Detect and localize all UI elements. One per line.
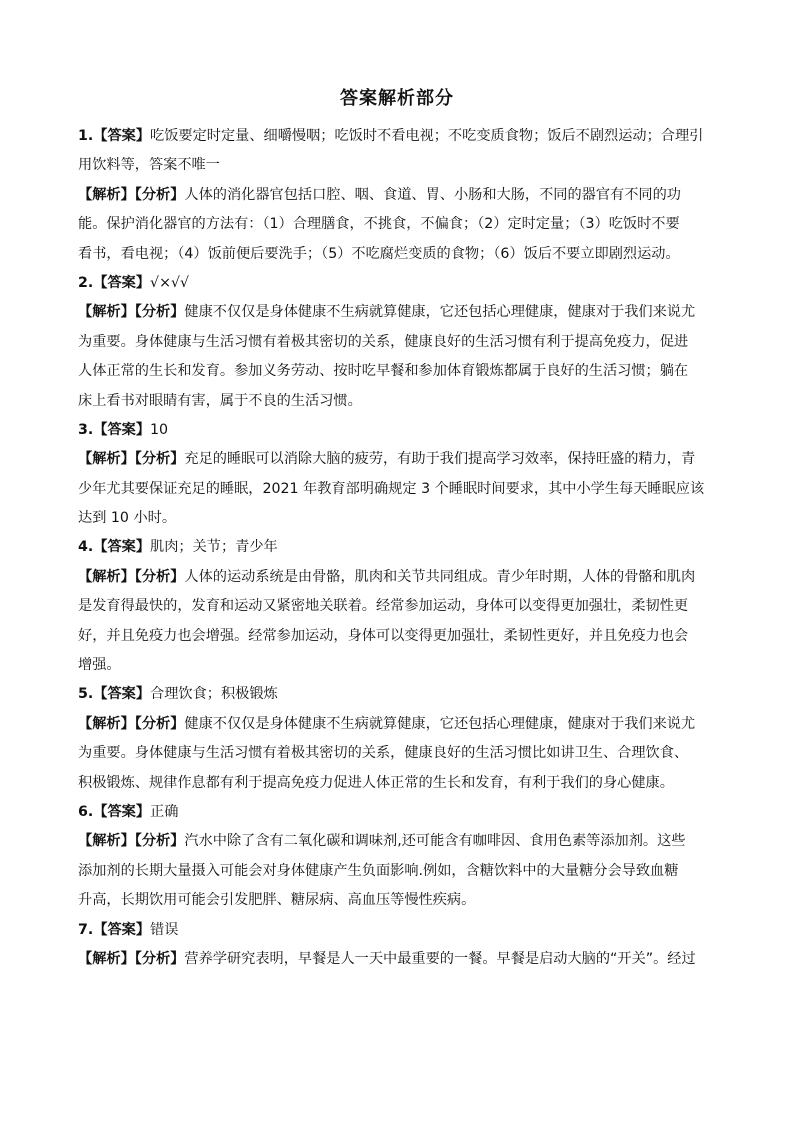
answer-text: 肌肉；关节；青少年 xyxy=(150,539,278,556)
analysis-text: 健康不仅仅是身体健康不生病就算健康，它还包括心理健康，健康对于我们来说尤 xyxy=(184,304,696,321)
analysis-line xyxy=(78,769,728,798)
answer-tag: 【答案】 xyxy=(93,921,151,938)
analysis-text: 能。保护消化器官的方法有：（1）合理膳食，不挑食，不偏食；（2）定时定量；（3）吃饭时不要 xyxy=(78,216,680,233)
answer-tag: 【答案】 xyxy=(93,421,151,438)
question-number: 7. xyxy=(78,921,94,938)
answer-item xyxy=(78,916,728,975)
answer-tag: 【答案】 xyxy=(93,128,151,144)
analysis-text: 人体的消化器官包括口腔、咽、食道、胃、小肠和大肠，不同的器官有不同的功 xyxy=(184,186,681,203)
analysis-line xyxy=(78,240,728,269)
answer-text: 合理饮食；积极锻炼 xyxy=(150,686,278,703)
question-number: 1. xyxy=(78,128,94,144)
analysis-text: 汽水中除了含有二氧化碳和调味剂,还可能含有咖啡因、食用色素等添加剂。这些 xyxy=(184,833,686,850)
answer-text: 错误 xyxy=(150,921,179,938)
analysis-text: 床上看书对眼睛有害，属于不良的生活习惯。 xyxy=(78,392,362,409)
analysis-line xyxy=(78,945,728,974)
analysis-tag: 【解析】【分析】 xyxy=(78,715,185,732)
question-number: 6. xyxy=(78,803,94,820)
analysis-text: 人体正常的生长和发育。参加义务劳动、按时吃早餐和参加体育锻炼都属于良好的生活习惯；躺在 xyxy=(78,363,689,380)
analysis-text: 人体的运动系统是由骨骼，肌肉和关节共同组成。青少年时期，人体的骨骼和肌肉 xyxy=(184,568,696,585)
answer-tag: 【答案】 xyxy=(93,274,151,291)
analysis-line xyxy=(78,504,728,533)
analysis-line xyxy=(78,357,728,386)
analysis-line xyxy=(78,710,728,739)
answer-line xyxy=(78,122,728,151)
answer-text: 吃饭要定时定量、细嚼慢咽；吃饭时不看电视；不吃变质食物；饭后不剧烈运动；合理引 xyxy=(150,128,704,144)
analysis-line xyxy=(78,210,728,239)
analysis-line xyxy=(78,445,728,474)
question-number: 5. xyxy=(78,686,94,703)
answer-item xyxy=(78,533,728,680)
analysis-line xyxy=(78,475,728,504)
analysis-text: 添加剂的长期大量摄入可能会对身体健康产生负面影响.例如，含糖饮料中的大量糖分会导致血糖 xyxy=(78,862,679,879)
analysis-line xyxy=(78,181,728,210)
answer-item xyxy=(78,680,728,798)
analysis-text: 为重要。身体健康与生活习惯有着极其密切的关系，健康良好的生活习惯比如讲卫生、合理饮食、 xyxy=(78,745,689,762)
answer-tag: 【答案】 xyxy=(93,539,151,556)
analysis-tag: 【解析】【分析】 xyxy=(78,304,185,321)
analysis-text: 积极锻炼、规律作息都有利于提高免疫力促进人体正常的生长和发育，有利于我们的身心健康。 xyxy=(78,774,674,791)
analysis-line xyxy=(78,622,728,651)
answer-line xyxy=(78,680,728,709)
analysis-tag: 【解析】【分析】 xyxy=(78,950,185,967)
answer-line xyxy=(78,151,728,180)
answer-line xyxy=(78,533,728,562)
analysis-line xyxy=(78,563,728,592)
question-number: 4. xyxy=(78,539,94,556)
analysis-line xyxy=(78,739,728,768)
answer-item xyxy=(78,269,728,416)
analysis-text: 充足的睡眠可以消除大脑的疲劳，有助于我们提高学习效率，保持旺盛的精力，青 xyxy=(184,451,696,468)
analysis-text: 增强。 xyxy=(78,657,121,674)
analysis-line xyxy=(78,298,728,327)
answer-item xyxy=(78,798,728,916)
answer-tag: 【答案】 xyxy=(93,803,151,820)
answer-tag: 【答案】 xyxy=(93,686,151,703)
analysis-text: 为重要。身体健康与生活习惯有着极其密切的关系，健康良好的生活习惯有利于提高免疫力，促进 xyxy=(78,333,689,350)
analysis-tag: 【解析】【分析】 xyxy=(78,568,185,585)
answer-line xyxy=(78,798,728,827)
analysis-line xyxy=(78,886,728,915)
answer-text: 用饮料等，答案不唯一 xyxy=(78,157,220,174)
analysis-text: 是发育得最快的，发育和运动又紧密地关联着。经常参加运动，身体可以变得更加强壮，柔韧性更 xyxy=(78,598,689,615)
analysis-text: 看书，看电视；（4）饭前便后要洗手；（5）不吃腐烂变质的食物；（6）饭后不要立即剧烈运动。 xyxy=(78,245,680,262)
analysis-text: 健康不仅仅是身体健康不生病就算健康，它还包括心理健康，健康对于我们来说尤 xyxy=(184,715,696,732)
analysis-text: 好，并且免疫力也会增强。经常参加运动，身体可以变得更加强壮，柔韧性更好，并且免疫力也会 xyxy=(78,627,689,644)
question-number: 2. xyxy=(78,274,94,291)
analysis-text: 升高，长期饮用可能会引发肥胖、糖尿病、高血压等慢性疾病。 xyxy=(78,892,476,909)
answer-text: 10 xyxy=(150,421,169,438)
answer-item xyxy=(78,416,728,534)
analysis-line xyxy=(78,592,728,621)
page-title: 答案解析部分 xyxy=(340,88,454,109)
analysis-tag: 【解析】【分析】 xyxy=(78,833,185,850)
answer-line xyxy=(78,916,728,945)
analysis-text: 少年尤其要保证充足的睡眠，2021 年教育部明确规定 3 个睡眠时间要求，其中小学生每天睡眠应该 xyxy=(78,480,705,497)
answer-line xyxy=(78,416,728,445)
answer-text: 正确 xyxy=(150,803,179,820)
analysis-tag: 【解析】【分析】 xyxy=(78,186,185,203)
analysis-line xyxy=(78,328,728,357)
analysis-text: 营养学研究表明，早餐是人一天中最重要的一餐。早餐是启动大脑的“开关”。经过 xyxy=(184,950,696,967)
question-number: 3. xyxy=(78,421,94,438)
analysis-tag: 【解析】【分析】 xyxy=(78,451,185,468)
analysis-line xyxy=(78,651,728,680)
answer-item xyxy=(78,122,728,269)
analysis-line xyxy=(78,857,728,886)
answer-line xyxy=(78,269,728,298)
analysis-text: 达到 10 小时。 xyxy=(78,510,177,527)
answer-list xyxy=(78,122,728,974)
analysis-line xyxy=(78,387,728,416)
analysis-line xyxy=(78,827,728,856)
answer-text: √×√√ xyxy=(150,274,190,291)
